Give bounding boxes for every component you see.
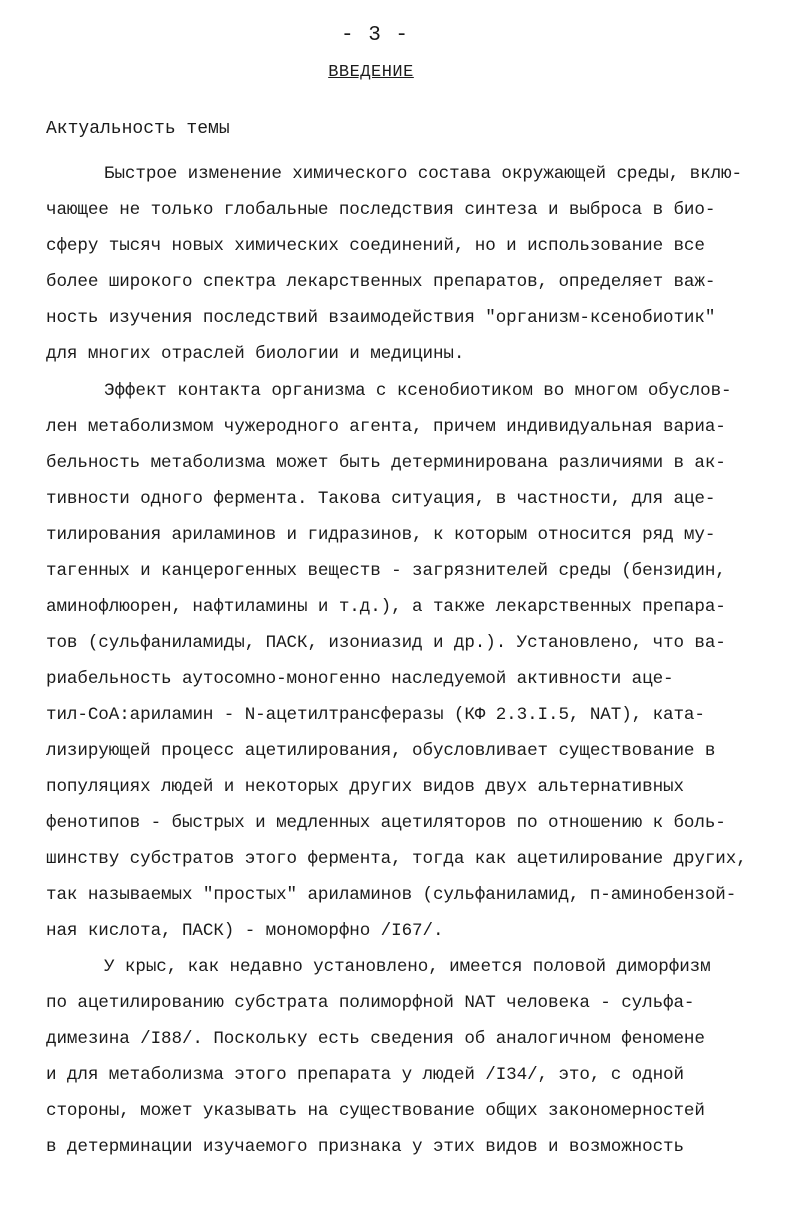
text-line: фенотипов - быстрых и медленных ацетиляторов по отношению к боль- — [46, 813, 726, 833]
section-title: ВВЕДЕНИЕ — [328, 63, 414, 82]
text-line: так называемых "простых" ариламинов (сульфаниламид, п-аминобензой- — [46, 885, 737, 905]
page-number: - 3 - — [340, 24, 409, 47]
text-line: тивности одного фермента. Такова ситуация, в частности, для аце- — [46, 489, 716, 509]
text-line: Эффект контакта организма с ксенобиотиком во многом обуслов- — [104, 381, 732, 401]
text-line: стороны, может указывать на существование общих закономерностей — [46, 1101, 705, 1121]
text-line: ная кислота, ПАСК) - мономорфно /I67/. — [46, 921, 444, 941]
text-line: тов (сульфаниламиды, ПАСК, изониазид и др.). Установлено, что ва- — [46, 633, 726, 653]
text-line: аминофлюорен, нафтиламины и т.д.), а также лекарственных препара- — [46, 597, 726, 617]
text-line: Быстрое изменение химического состава окружающей среды, вклю- — [104, 164, 742, 184]
text-line: тил-СоА:ариламин - N-ацетилтрансферазы (КФ 2.3.I.5, NAT), ката- — [46, 705, 705, 725]
text-line: по ацетилированию субстрата полиморфной NAT человека - сульфа- — [46, 993, 695, 1013]
text-line: сферу тысяч новых химических соединений, но и использование все — [46, 236, 705, 256]
text-line: в детерминации изучаемого признака у этих видов и возможность — [46, 1137, 684, 1157]
text-line: У крыс, как недавно установлено, имеется половой диморфизм — [104, 957, 711, 977]
text-line: ность изучения последствий взаимодействия "организм-ксенобиотик" — [46, 308, 716, 328]
text-line: риабельность аутосомно-моногенно наследуемой активности аце- — [46, 669, 674, 689]
text-line: шинству субстратов этого фермента, тогда как ацетилирование других, — [46, 849, 747, 869]
text-line: чающее не только глобальные последствия синтеза и выброса в био- — [46, 200, 716, 220]
text-line: димезина /I88/. Поскольку есть сведения об аналогичном феномене — [46, 1029, 705, 1049]
text-line: бельность метаболизма может быть детерминирована различиями в ак- — [46, 453, 726, 473]
text-line: более широкого спектра лекарственных препаратов, определяет важ- — [46, 272, 716, 292]
text-line: тагенных и канцерогенных веществ - загрязнителей среды (бензидин, — [46, 561, 726, 581]
text-line: тилирования ариламинов и гидразинов, к которым относится ряд му- — [46, 525, 716, 545]
subsection-title: Актуальность темы — [46, 119, 230, 139]
text-line: для многих отраслей биологии и медицины. — [46, 344, 465, 364]
text-line: лизирующей процесс ацетилирования, обусловливает существование в — [46, 741, 716, 761]
text-line: лен метаболизмом чужеродного агента, причем индивидуальная вариа- — [46, 417, 726, 437]
text-line: и для метаболизма этого препарата у людей /I34/, это, с одной — [46, 1065, 684, 1085]
text-line: популяциях людей и некоторых других видов двух альтернативных — [46, 777, 684, 797]
